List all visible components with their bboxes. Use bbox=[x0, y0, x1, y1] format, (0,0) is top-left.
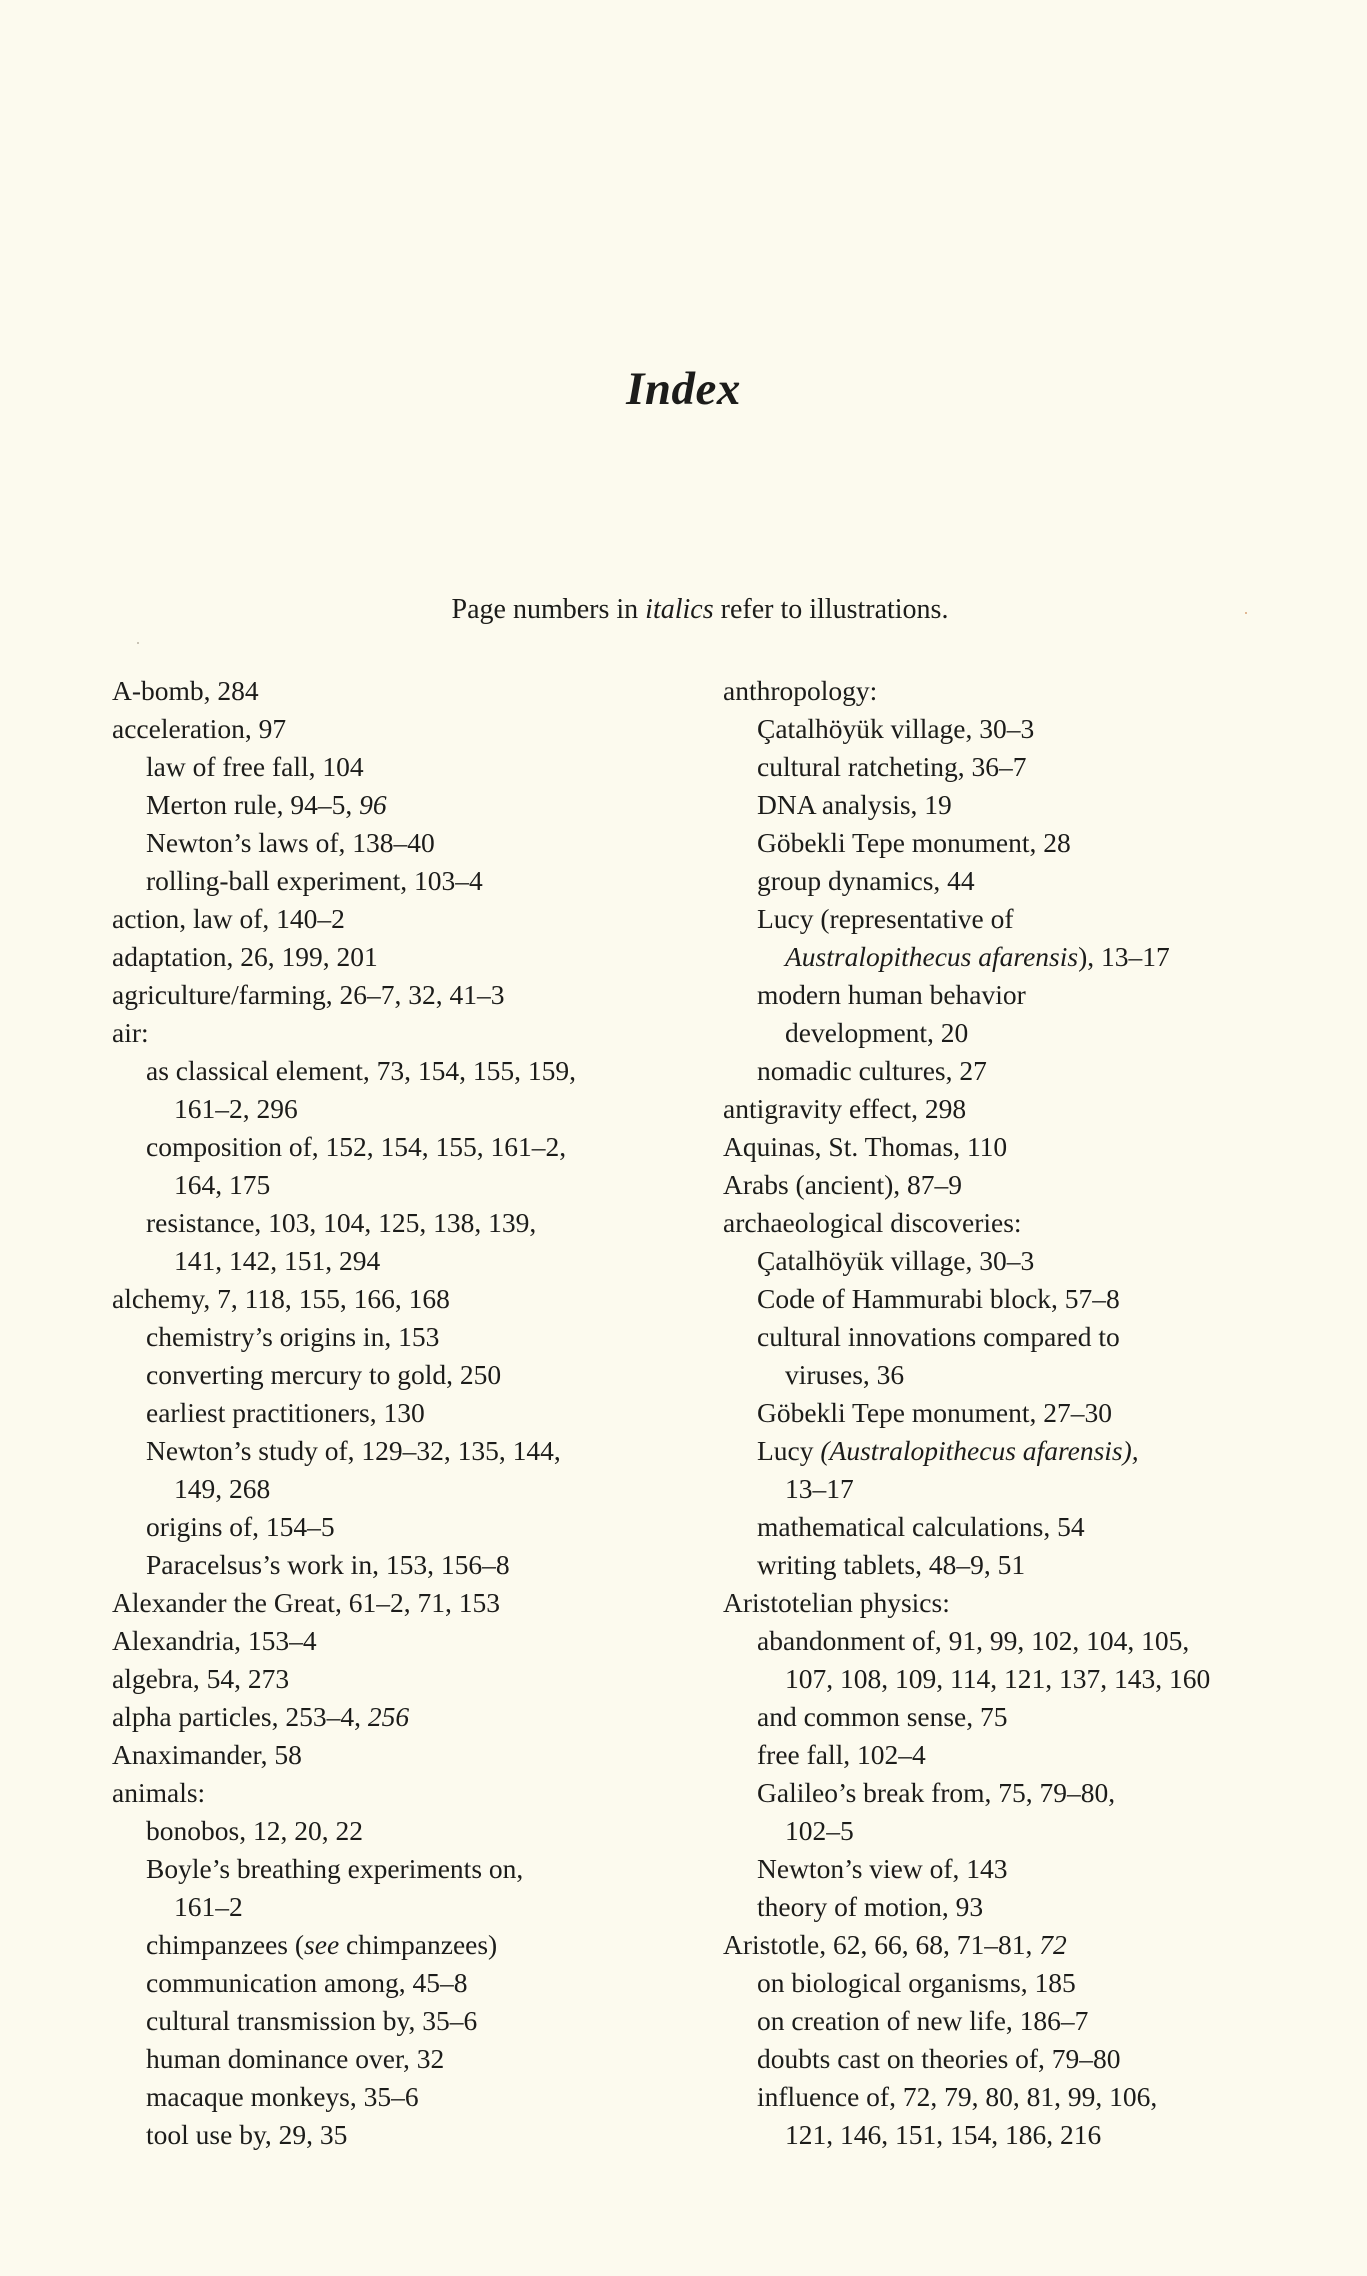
index-text: mathematical calculations, 54 bbox=[757, 1511, 1085, 1542]
index-text: and common sense, 75 bbox=[757, 1701, 1008, 1732]
index-text: cultural ratcheting, 36–7 bbox=[757, 751, 1027, 782]
index-text: Göbekli Tepe monument, 28 bbox=[757, 827, 1071, 858]
index-subentry bbox=[112, 1318, 576, 1356]
note-text-before: Page numbers in bbox=[451, 594, 646, 625]
index-text: 164, 175 bbox=[174, 1169, 271, 1200]
index-text: Galileo’s break from, 75, 79–80, bbox=[757, 1777, 1116, 1808]
index-subentry bbox=[723, 786, 1210, 824]
index-text: air: bbox=[112, 1017, 149, 1048]
index-text-italic: 256 bbox=[367, 1701, 410, 1732]
index-text-italic: 72 bbox=[1039, 1929, 1067, 1960]
index-subentry bbox=[723, 2078, 1210, 2116]
index-subentry bbox=[723, 1546, 1210, 1584]
index-entry bbox=[112, 1622, 576, 1660]
index-text: Göbekli Tepe monument, 27–30 bbox=[757, 1397, 1113, 1428]
index-entry bbox=[112, 1584, 576, 1622]
index-text: 141, 142, 151, 294 bbox=[174, 1245, 381, 1276]
index-text: macaque monkeys, 35–6 bbox=[146, 2081, 419, 2112]
index-text: law of free fall, 104 bbox=[146, 751, 364, 782]
index-subentry bbox=[112, 1356, 576, 1394]
index-subentry bbox=[723, 976, 1210, 1014]
note-text-after: refer to illustrations. bbox=[713, 594, 949, 625]
index-text: earliest practitioners, 130 bbox=[146, 1397, 425, 1428]
index-text: 149, 268 bbox=[174, 1473, 271, 1504]
index-subentry bbox=[723, 1622, 1210, 1660]
index-text: origins of, 154–5 bbox=[146, 1511, 335, 1542]
index-text: Çatalhöyük village, 30–3 bbox=[757, 713, 1035, 744]
index-subentry bbox=[723, 710, 1210, 748]
index-entry bbox=[112, 938, 576, 976]
index-text-italic: see bbox=[304, 1929, 340, 1960]
index-text: animals: bbox=[112, 1777, 206, 1808]
index-subentry bbox=[723, 1698, 1210, 1736]
index-column-right bbox=[723, 672, 1210, 2154]
index-text: Anaximander, 58 bbox=[112, 1739, 302, 1770]
index-entry bbox=[723, 672, 1210, 710]
index-entry bbox=[112, 1660, 576, 1698]
index-text: Lucy (representative of bbox=[757, 903, 1014, 934]
index-text: abandonment of, 91, 99, 102, 104, 105, bbox=[757, 1625, 1190, 1656]
index-text: on biological organisms, 185 bbox=[757, 1967, 1076, 1998]
index-subentry bbox=[112, 1850, 576, 1888]
index-text: alchemy, 7, 118, 155, 166, 168 bbox=[112, 1283, 450, 1314]
note-text-italic: italics bbox=[645, 594, 714, 625]
index-text: alpha particles, 253–4, bbox=[112, 1701, 368, 1732]
index-text: 121, 146, 151, 154, 186, 216 bbox=[785, 2119, 1102, 2150]
index-text: chimpanzees) bbox=[339, 1929, 498, 1960]
index-text: group dynamics, 44 bbox=[757, 865, 975, 896]
index-text: Aristotelian physics: bbox=[723, 1587, 950, 1618]
index-text: theory of motion, 93 bbox=[757, 1891, 984, 1922]
index-subentry bbox=[723, 1318, 1210, 1356]
index-entry-continuation bbox=[723, 1356, 1210, 1394]
index-subentry bbox=[112, 2116, 576, 2154]
index-text: A-bomb, 284 bbox=[112, 675, 259, 706]
index-text: adaptation, 26, 199, 201 bbox=[112, 941, 378, 972]
index-text: anthropology: bbox=[723, 675, 878, 706]
index-text: Paracelsus’s work in, 153, 156–8 bbox=[146, 1549, 510, 1580]
index-text: doubts cast on theories of, 79–80 bbox=[757, 2043, 1121, 2074]
index-text: Aristotle, 62, 66, 68, 71–81, bbox=[723, 1929, 1040, 1960]
index-entry-continuation bbox=[723, 2116, 1210, 2154]
index-entry-continuation bbox=[723, 938, 1210, 976]
index-subentry bbox=[723, 2002, 1210, 2040]
index-text: ), 13–17 bbox=[1078, 941, 1170, 972]
index-text-italic: 96 bbox=[359, 789, 387, 820]
index-subentry bbox=[112, 786, 576, 824]
index-entry bbox=[723, 1584, 1210, 1622]
index-text: 13–17 bbox=[785, 1473, 854, 1504]
index-entry-continuation bbox=[112, 1470, 576, 1508]
index-text: Lucy bbox=[757, 1435, 821, 1466]
index-subentry bbox=[112, 862, 576, 900]
index-subentry bbox=[723, 1888, 1210, 1926]
index-entry-continuation bbox=[112, 1166, 576, 1204]
index-subentry bbox=[112, 1052, 576, 1090]
index-text: agriculture/farming, 26–7, 32, 41–3 bbox=[112, 979, 505, 1010]
index-text: 102–5 bbox=[785, 1815, 854, 1846]
index-subentry bbox=[723, 1736, 1210, 1774]
index-subentry bbox=[112, 1394, 576, 1432]
index-text: bonobos, 12, 20, 22 bbox=[146, 1815, 363, 1846]
index-subentry bbox=[112, 2002, 576, 2040]
index-entry bbox=[112, 900, 576, 938]
index-text: writing tablets, 48–9, 51 bbox=[757, 1549, 1026, 1580]
index-text-italic: Australopithecus afarensis bbox=[785, 941, 1079, 972]
index-entry-continuation bbox=[723, 1812, 1210, 1850]
index-text: rolling-ball experiment, 103–4 bbox=[146, 865, 483, 896]
index-text: Aquinas, St. Thomas, 110 bbox=[723, 1131, 1008, 1162]
index-entry-continuation bbox=[723, 1470, 1210, 1508]
index-text: Boyle’s breathing experiments on, bbox=[146, 1853, 524, 1884]
page-title: Index bbox=[626, 363, 741, 416]
index-text: communication among, 45–8 bbox=[146, 1967, 468, 1998]
index-text: algebra, 54, 273 bbox=[112, 1663, 290, 1694]
index-text: Arabs (ancient), 87–9 bbox=[723, 1169, 963, 1200]
index-subentry bbox=[112, 1926, 576, 1964]
index-subentry bbox=[723, 1964, 1210, 2002]
index-subentry bbox=[723, 2040, 1210, 2078]
index-entry bbox=[112, 1736, 576, 1774]
index-entry-continuation bbox=[723, 1660, 1210, 1698]
index-text: influence of, 72, 79, 80, 81, 99, 106, bbox=[757, 2081, 1158, 2112]
index-text: viruses, 36 bbox=[785, 1359, 905, 1390]
index-text: Çatalhöyük village, 30–3 bbox=[757, 1245, 1035, 1276]
index-subentry bbox=[112, 2040, 576, 2078]
index-subentry bbox=[112, 824, 576, 862]
index-subentry bbox=[723, 862, 1210, 900]
index-entry bbox=[112, 1698, 576, 1736]
index-subentry bbox=[723, 1774, 1210, 1812]
index-subentry bbox=[723, 1052, 1210, 1090]
index-text: Newton’s view of, 143 bbox=[757, 1853, 1008, 1884]
index-entry-continuation bbox=[112, 1090, 576, 1128]
index-subentry bbox=[112, 1812, 576, 1850]
index-subentry bbox=[112, 748, 576, 786]
index-text: tool use by, 29, 35 bbox=[146, 2119, 348, 2150]
index-subentry bbox=[112, 1546, 576, 1584]
index-text: free fall, 102–4 bbox=[757, 1739, 926, 1770]
index-text: chemistry’s origins in, 153 bbox=[146, 1321, 440, 1352]
index-text: nomadic cultures, 27 bbox=[757, 1055, 987, 1086]
index-entry bbox=[112, 976, 576, 1014]
paper-speck bbox=[1245, 612, 1247, 614]
paper-speck bbox=[137, 642, 139, 644]
index-text: 161–2, 296 bbox=[174, 1093, 298, 1124]
index-subentry bbox=[723, 1280, 1210, 1318]
index-text: composition of, 152, 154, 155, 161–2, bbox=[146, 1131, 567, 1162]
index-subentry bbox=[723, 748, 1210, 786]
index-text: converting mercury to gold, 250 bbox=[146, 1359, 502, 1390]
index-entry-continuation bbox=[112, 1242, 576, 1280]
index-entry bbox=[112, 1014, 576, 1052]
index-subentry bbox=[112, 1128, 576, 1166]
index-entry-continuation bbox=[112, 1888, 576, 1926]
index-text: archaeological discoveries: bbox=[723, 1207, 1022, 1238]
index-text: modern human behavior bbox=[757, 979, 1026, 1010]
index-subentry bbox=[112, 1964, 576, 2002]
index-subentry bbox=[723, 900, 1210, 938]
index-note bbox=[0, 590, 1367, 630]
index-subentry bbox=[723, 1394, 1210, 1432]
index-entry bbox=[723, 1926, 1210, 1964]
index-entry bbox=[723, 1166, 1210, 1204]
index-text: antigravity effect, 298 bbox=[723, 1093, 967, 1124]
index-entry bbox=[112, 672, 576, 710]
index-subentry bbox=[723, 1850, 1210, 1888]
index-entry-continuation bbox=[723, 1014, 1210, 1052]
index-subentry bbox=[112, 1508, 576, 1546]
index-text: DNA analysis, 19 bbox=[757, 789, 952, 820]
index-text: development, 20 bbox=[785, 1017, 969, 1048]
index-text-italic: (Australopithecus afarensis), bbox=[820, 1435, 1139, 1466]
index-entry bbox=[723, 1128, 1210, 1166]
index-text: cultural transmission by, 35–6 bbox=[146, 2005, 478, 2036]
index-text: human dominance over, 32 bbox=[146, 2043, 445, 2074]
index-text: Newton’s study of, 129–32, 135, 144, bbox=[146, 1435, 561, 1466]
index-text: action, law of, 140–2 bbox=[112, 903, 345, 934]
index-subentry bbox=[723, 1508, 1210, 1546]
index-text: 107, 108, 109, 114, 121, 137, 143, 160 bbox=[785, 1663, 1211, 1694]
index-subentry bbox=[112, 1204, 576, 1242]
index-subentry bbox=[723, 824, 1210, 862]
index-entry bbox=[112, 710, 576, 748]
index-entry bbox=[112, 1280, 576, 1318]
index-text: chimpanzees ( bbox=[146, 1929, 305, 1960]
index-column-left bbox=[112, 672, 576, 2154]
index-subentry bbox=[112, 2078, 576, 2116]
index-text: cultural innovations compared to bbox=[757, 1321, 1120, 1352]
index-entry bbox=[723, 1204, 1210, 1242]
index-text: acceleration, 97 bbox=[112, 713, 287, 744]
index-subentry bbox=[723, 1242, 1210, 1280]
index-text: Merton rule, 94–5, bbox=[146, 789, 360, 820]
index-subentry bbox=[723, 1432, 1210, 1470]
index-text: resistance, 103, 104, 125, 138, 139, bbox=[146, 1207, 537, 1238]
index-text: Alexander the Great, 61–2, 71, 153 bbox=[112, 1587, 500, 1618]
index-entry bbox=[112, 1774, 576, 1812]
index-text: Alexandria, 153–4 bbox=[112, 1625, 317, 1656]
index-subentry bbox=[112, 1432, 576, 1470]
index-text: on creation of new life, 186–7 bbox=[757, 2005, 1089, 2036]
index-text: Code of Hammurabi block, 57–8 bbox=[757, 1283, 1120, 1314]
index-entry bbox=[723, 1090, 1210, 1128]
index-text: as classical element, 73, 154, 155, 159, bbox=[146, 1055, 576, 1086]
index-text: Newton’s laws of, 138–40 bbox=[146, 827, 435, 858]
index-text: 161–2 bbox=[174, 1891, 243, 1922]
